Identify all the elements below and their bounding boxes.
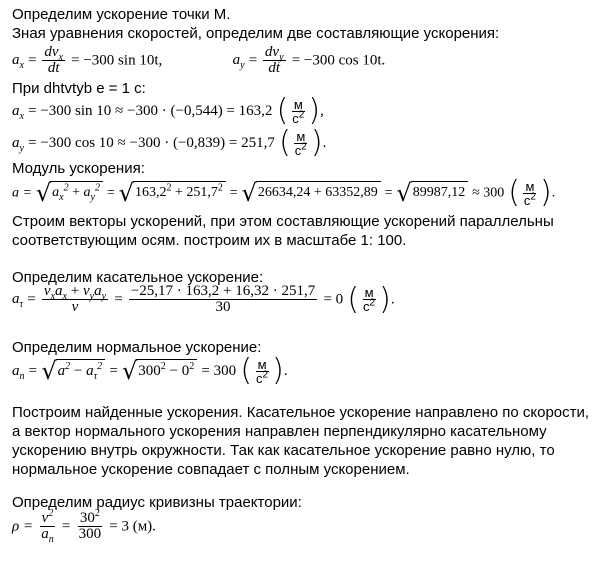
normal-unit: ( $\frac{м}{с^2}$ ) <box>240 353 284 388</box>
normal-sqrt-1: √ $a^2 - a_\tau^2$ <box>41 359 105 383</box>
normal-sqrt-2: √ $300^2 - 0^2$ <box>122 359 197 383</box>
vectors-text-2: соответствующим осям. построим их в масштабе 1: 100. <box>12 232 407 249</box>
ay-value-line: $a_y = -300$ cos 10 ≈ −300 · (−0,839) = 251,7 ( $\frac{м}{с^2}$ ) . <box>12 125 327 160</box>
ax-rhs: = −300 sin 10t, <box>71 52 163 69</box>
ay-fraction: $\frac{dv_y}{dt}$ <box>264 44 284 76</box>
ay-unit: ( $\frac{м}{с^2}$ ) <box>279 125 323 160</box>
ay-rhs: = −300 cos 10t. <box>291 52 386 69</box>
accel-component-equations: $a_x$ = $\frac{dv_x}{dt}$ = −300 sin 10t, $a_y$ = $\frac{dv_y}{dt}$ = −300 cos 10t. <box>12 44 386 76</box>
tangential-fraction-1: $\frac{v_xa_x + v_ya_y}{v}$ <box>43 283 107 315</box>
ay-symbol: $a_y$ <box>232 52 245 72</box>
para-line-3: ускорению внутрь окружности. Так как касательное ускорение равно нулю, то <box>12 442 555 459</box>
ax-fraction: $\frac{dv_x}{dt}$ <box>44 44 63 76</box>
para-line-2: а вектор нормального ускорения направлен перпендикулярно касательному <box>12 423 547 440</box>
modulus-label: Модуль ускорения: <box>12 160 145 177</box>
ax-unit: ( $\frac{м}{с^2}$ ) <box>276 93 321 128</box>
velocity-intro: Зная уравнения скоростей, определим две составляющие ускорения: <box>12 25 500 42</box>
ax-value-line: $a_x = -300$ sin 10 ≈ −300 · (−0,544) = 163,2 ( $\frac{м}{с^2}$ ) , <box>12 93 324 128</box>
vectors-text-1: Строим векторы ускорений, при этом составляющие ускорений параллельны <box>12 213 554 230</box>
radius-equation: ρ = $\frac{v^2}{a_n}$ = $\frac{30^2}{300}$ = 3 (м). <box>12 508 156 545</box>
sqrt-4: √ 89987,12 <box>396 181 468 205</box>
sqrt-3: √ 26634,24 + 63352,89 <box>242 181 381 205</box>
radius-fraction-1: $\frac{v^2}{a_n}$ <box>41 508 54 545</box>
normal-label: Определим нормальное ускорение: <box>12 339 262 356</box>
at-time-label: При dhtvtyb e = 1 c: <box>12 80 146 97</box>
modulus-unit: ( $\frac{м}{с^2}$ ) <box>508 175 552 210</box>
tangential-fraction-2: $\frac{-25,17 \cdot 163,2 + 16,32 \cdot 251,7}{30}$ <box>130 283 316 315</box>
para-line-1: Построим найденные ускорения. Касательное ускорение направлено по скорости, <box>12 404 590 421</box>
section-accel-title: Определим ускорение точки М. <box>12 6 231 23</box>
radius-fraction-2: $\frac{30^2}{300}$ <box>78 508 102 542</box>
sqrt-2: √ $163,2^2 + 251,7^2$ <box>119 181 226 205</box>
para-line-4: нормальное ускорение совпадает с полным ускорением. <box>12 461 410 478</box>
modulus-equation: a = √ $a_x^2 + a_y^2$ = √ $163,2^2 + 251,7^2$ = √ 26634,24 + 63352,89 = √ 89987,12 ≈ 300 ( $\frac{м}{с^2}$ ) . <box>12 175 556 210</box>
sqrt-1: √ $a_x^2 + a_y^2$ <box>36 181 103 205</box>
tangential-equation: $a_\tau$ = $\frac{v_xa_x + v_ya_y}{v}$ = $\frac{-25,17 \cdot 163,2 + 16,32 \cdot 251,7}{30}$ = 0 ( $\frac{м}{с^2}$ ) . <box>12 281 395 317</box>
normal-equation: $a_n$ = √ $a^2 - a_\tau^2$ = √ $300^2 - 0^2$ = 300 ( $\frac{м}{с^2}$ ) . <box>12 353 288 388</box>
tangential-unit: ( $\frac{м}{с^2}$ ) <box>347 281 391 317</box>
tangential-label: Определим касательное ускорение: <box>12 269 264 286</box>
ax-symbol: $a_x$ <box>12 52 24 72</box>
radius-label: Определим радиус кривизны траектории: <box>12 494 302 511</box>
